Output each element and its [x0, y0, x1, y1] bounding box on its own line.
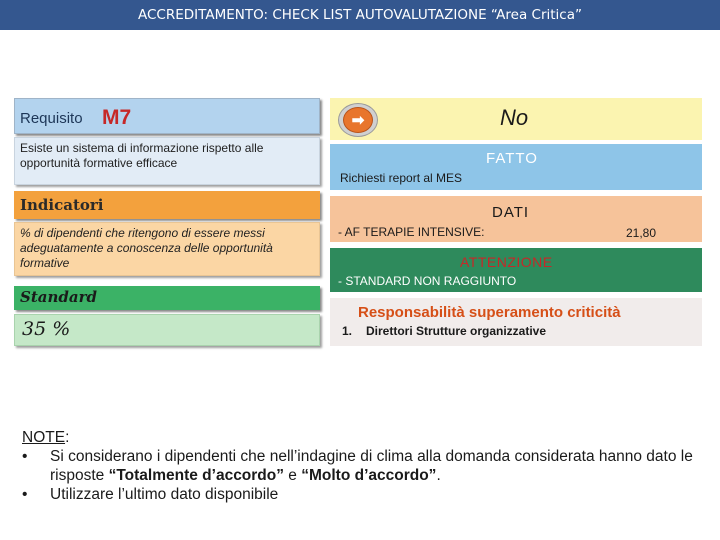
arrow-right-icon[interactable]: ➡ [343, 107, 373, 133]
fatto-label: FATTO [486, 150, 538, 167]
notes-section [22, 428, 702, 504]
responsabilita-title: Responsabilità superamento criticità [358, 304, 621, 321]
dati-label: DATI [492, 204, 530, 221]
dati-item: - AF TERAPIE INTENSIVE: [338, 225, 485, 239]
note-quote-1: “Totalmente d’accordo” [108, 467, 284, 484]
responsabilita-number: 1. [342, 324, 353, 338]
notes-heading [22, 428, 702, 447]
note-text-prefix: Si considerano i dipendenti che nell’indagine di clima alla domanda considerata hanno dato le risposte [50, 448, 693, 484]
notes-title: NOTE [22, 429, 66, 446]
attenzione-item: - STANDARD NON RAGGIUNTO [338, 274, 517, 288]
note-text: Utilizzare l’ultimo dato disponibile [50, 486, 279, 503]
responsabilita-item: Direttori Strutture organizzative [366, 324, 547, 338]
fatto-text: Richiesti report al MES [340, 171, 463, 185]
attenzione-label: ATTENZIONE [460, 254, 553, 270]
page-header: ACCREDITAMENTO: CHECK LIST AUTOVALUTAZIONE “Area Critica” [0, 0, 720, 30]
standard-value: 35 % [22, 318, 71, 340]
indicatori-text: % di dipendenti che ritengono di essere messi adeguatamente a conoscenza delle opportunità formative [20, 226, 273, 270]
note-text-mid: e [284, 467, 302, 484]
esito-answer: No [500, 105, 529, 130]
bullet-icon: • [22, 448, 28, 465]
note-text-suffix: . [436, 467, 441, 484]
note-item [22, 447, 702, 485]
bullet-icon: • [22, 486, 28, 503]
notes-title-colon: : [65, 429, 70, 446]
note-quote-2: “Molto d’accordo” [301, 467, 437, 484]
requisito-code: M7 [102, 106, 132, 129]
note-item [22, 485, 702, 504]
requisito-description: Esiste un sistema di informazione rispetto alle opportunità formative efficace [20, 141, 264, 170]
standard-label: Standard [20, 288, 97, 306]
requisito-label: Requisito [20, 110, 83, 127]
dati-value: 21,80 [626, 226, 657, 240]
indicatori-label: Indicatori [20, 196, 104, 214]
